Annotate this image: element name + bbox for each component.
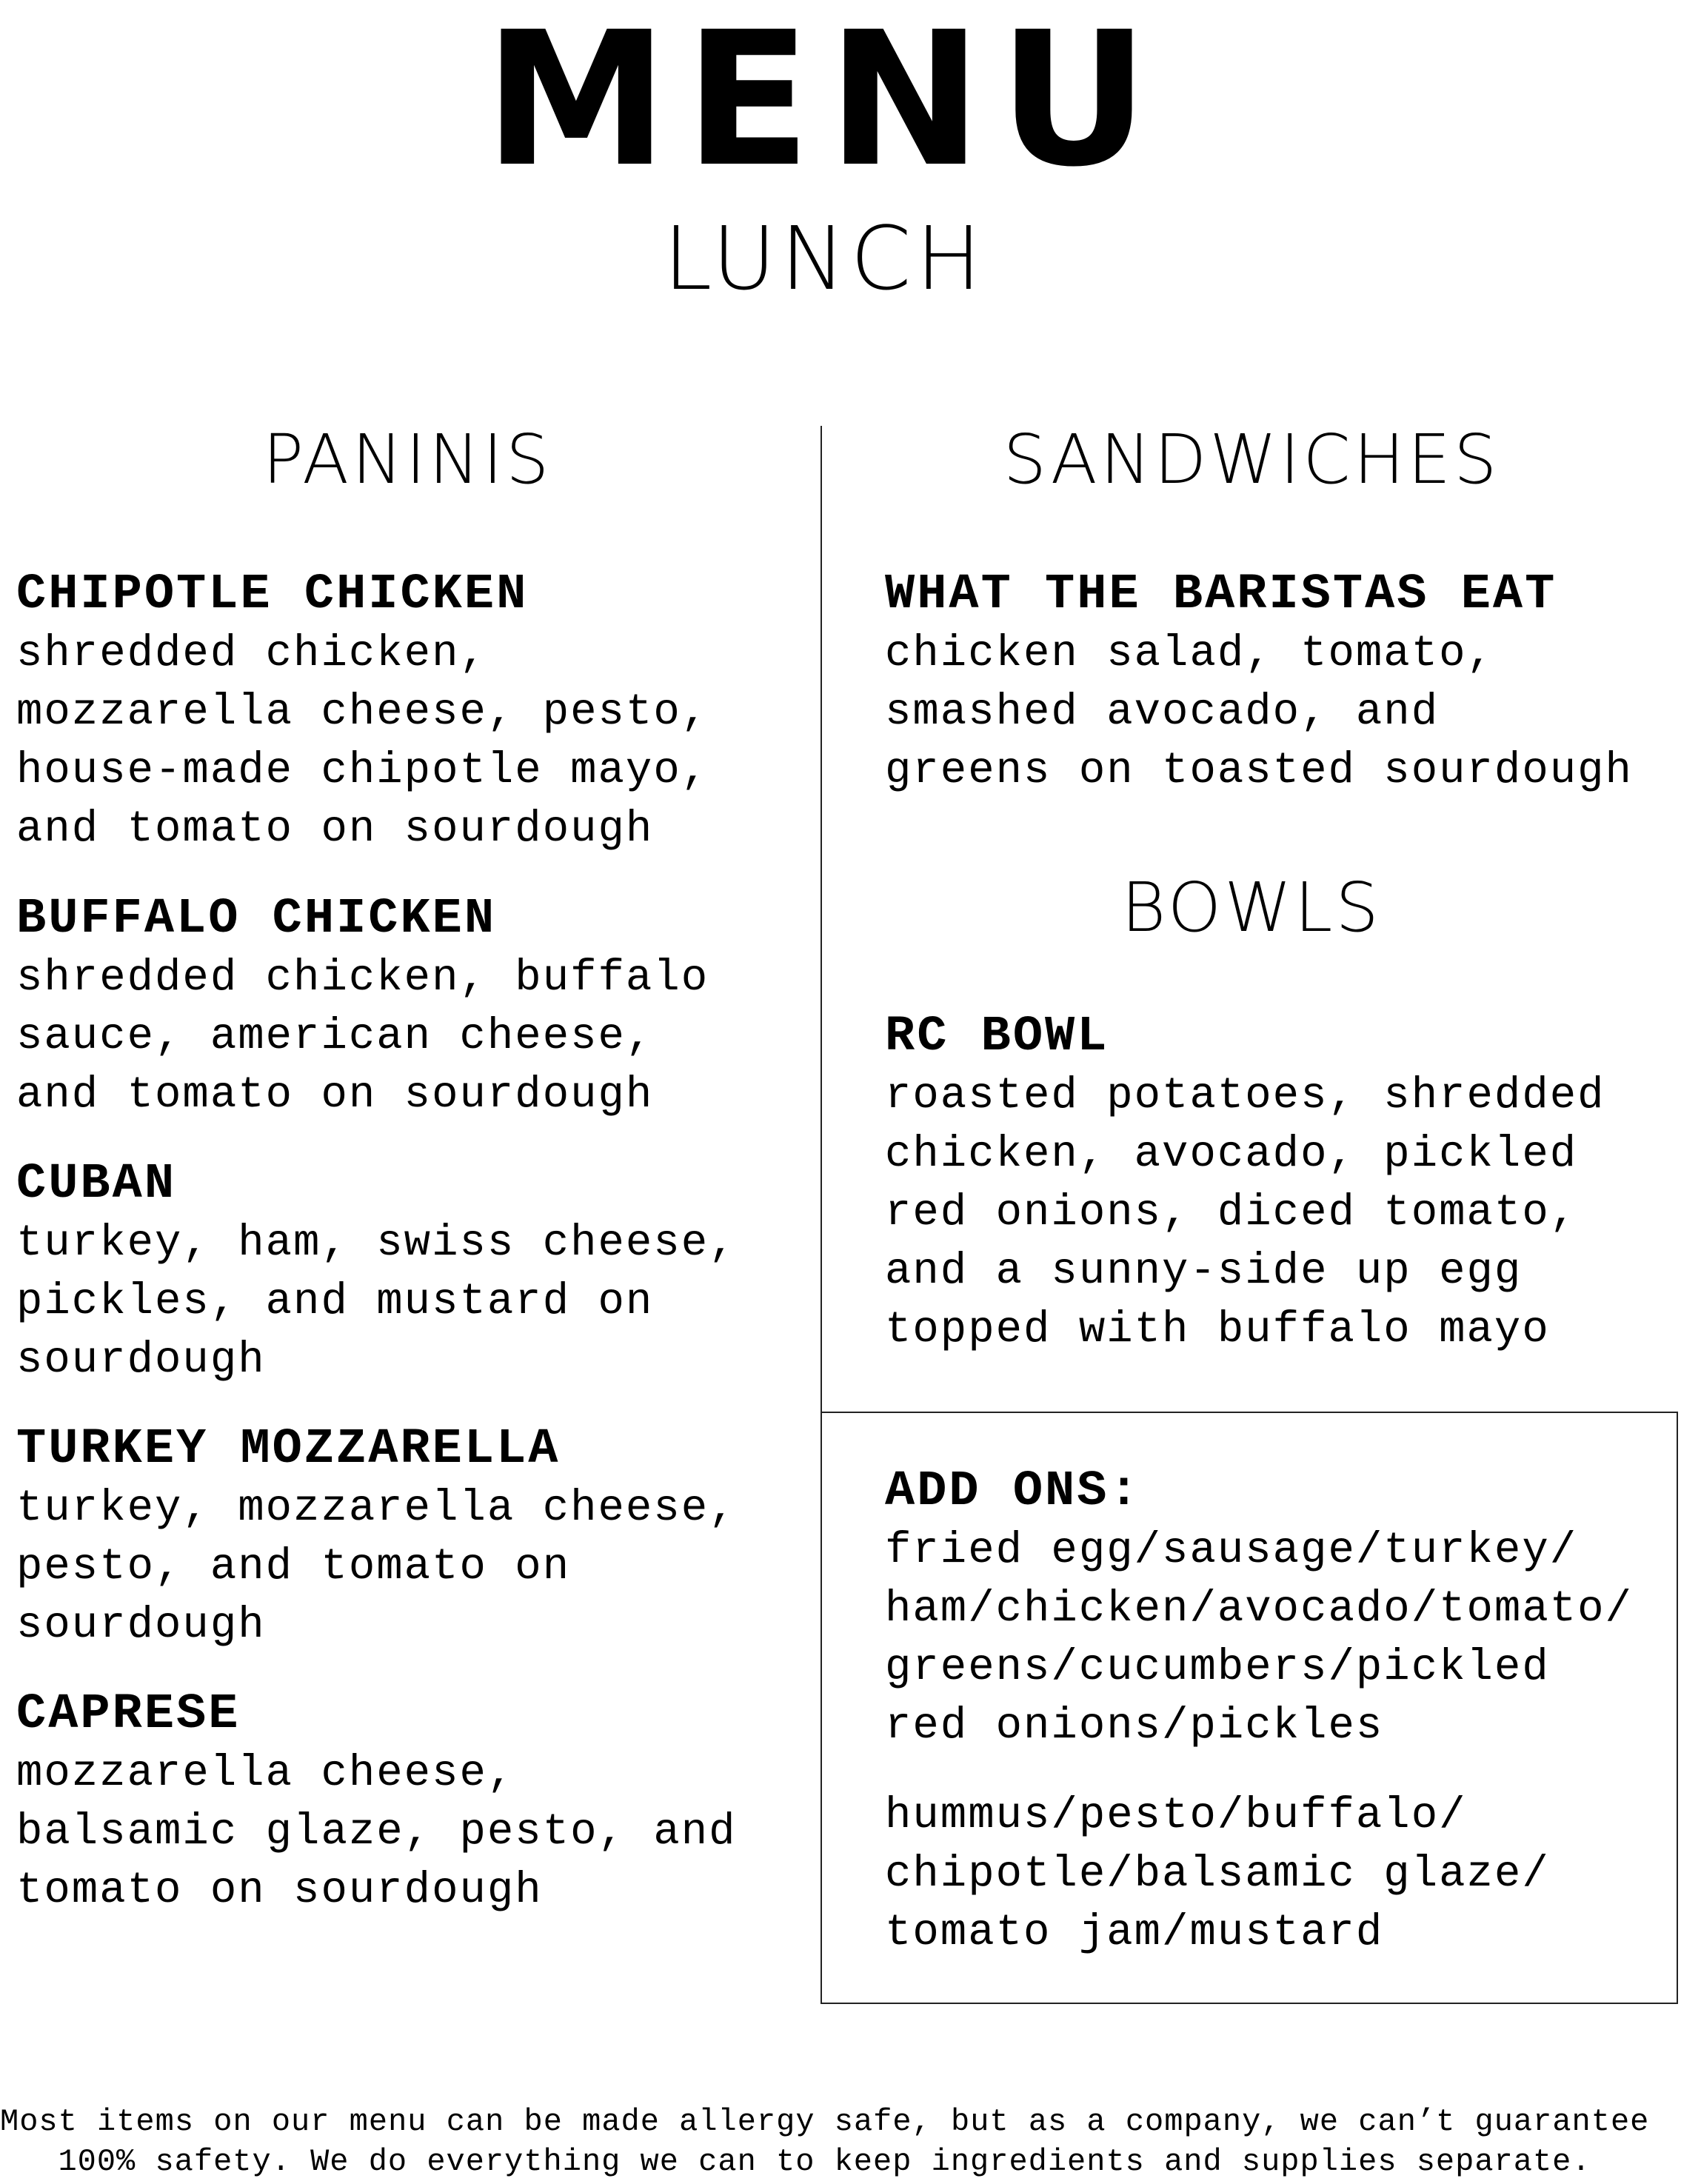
item-description: turkey, mozzarella cheese, pesto, and tomato on sourdough <box>16 1483 737 1650</box>
menu-item <box>16 1155 737 1389</box>
add-ons <box>885 1462 1633 1962</box>
bowls-heading: BOWLS <box>1121 868 1382 947</box>
menu-item <box>16 889 709 1124</box>
item-description: chicken salad, tomato, smashed avocado, and greens on toasted sourdough <box>885 629 1633 795</box>
item-description: shredded chicken, mozzarella cheese, pesto, house-made chipotle mayo, and tomato on sourdough <box>16 629 709 854</box>
add-ons-sauces: hummus/pesto/buffalo/ chipotle/balsamic glaze/ tomato jam/mustard <box>885 1791 1550 1957</box>
paninis-heading: PANINIS <box>262 420 552 499</box>
sandwiches-heading: SANDWICHES <box>1003 420 1500 499</box>
add-ons-toppings: fried egg/sausage/turkey/ ham/chicken/avocado/tomato/ greens/cucumbers/pickled red onions/pickles <box>885 1526 1633 1751</box>
menu-item <box>885 565 1633 800</box>
item-name: CUBAN <box>16 1156 177 1212</box>
item-name: TURKEY MOZZARELLA <box>16 1421 561 1477</box>
menu-item <box>16 1685 737 1920</box>
menu-item <box>16 565 709 858</box>
menu-item <box>885 1007 1605 1359</box>
item-description: mozzarella cheese, balsamic glaze, pesto, and tomato on sourdough <box>16 1749 737 1915</box>
item-description: shredded chicken, buffalo sauce, american cheese, and tomato on sourdough <box>16 953 709 1120</box>
item-name: CAPRESE <box>16 1686 241 1743</box>
menu-item <box>16 1420 737 1654</box>
item-name: WHAT THE BARISTAS EAT <box>885 567 1557 623</box>
item-description: roasted potatoes, shredded chicken, avocado, pickled red onions, diced tomato, and a sunny-side up egg topped with buffalo mayo <box>885 1071 1605 1355</box>
allergy-disclaimer: Most items on our menu can be made allergy safe, but as a company, we can’t guarantee 100% safety. We do everything we can to keep ingredients and supplies separate. <box>0 2104 1650 2180</box>
item-name: BUFFALO CHICKEN <box>16 891 497 947</box>
item-name: CHIPOTLE CHICKEN <box>16 567 529 623</box>
item-name: RC BOWL <box>885 1009 1109 1065</box>
lunch-subtitle: LUNCH <box>663 207 986 310</box>
menu-title: MENU <box>484 0 1166 207</box>
item-description: turkey, ham, swiss cheese, pickles, and mustard on sourdough <box>16 1218 737 1385</box>
add-ons-heading: ADD ONS: <box>885 1463 1141 1520</box>
